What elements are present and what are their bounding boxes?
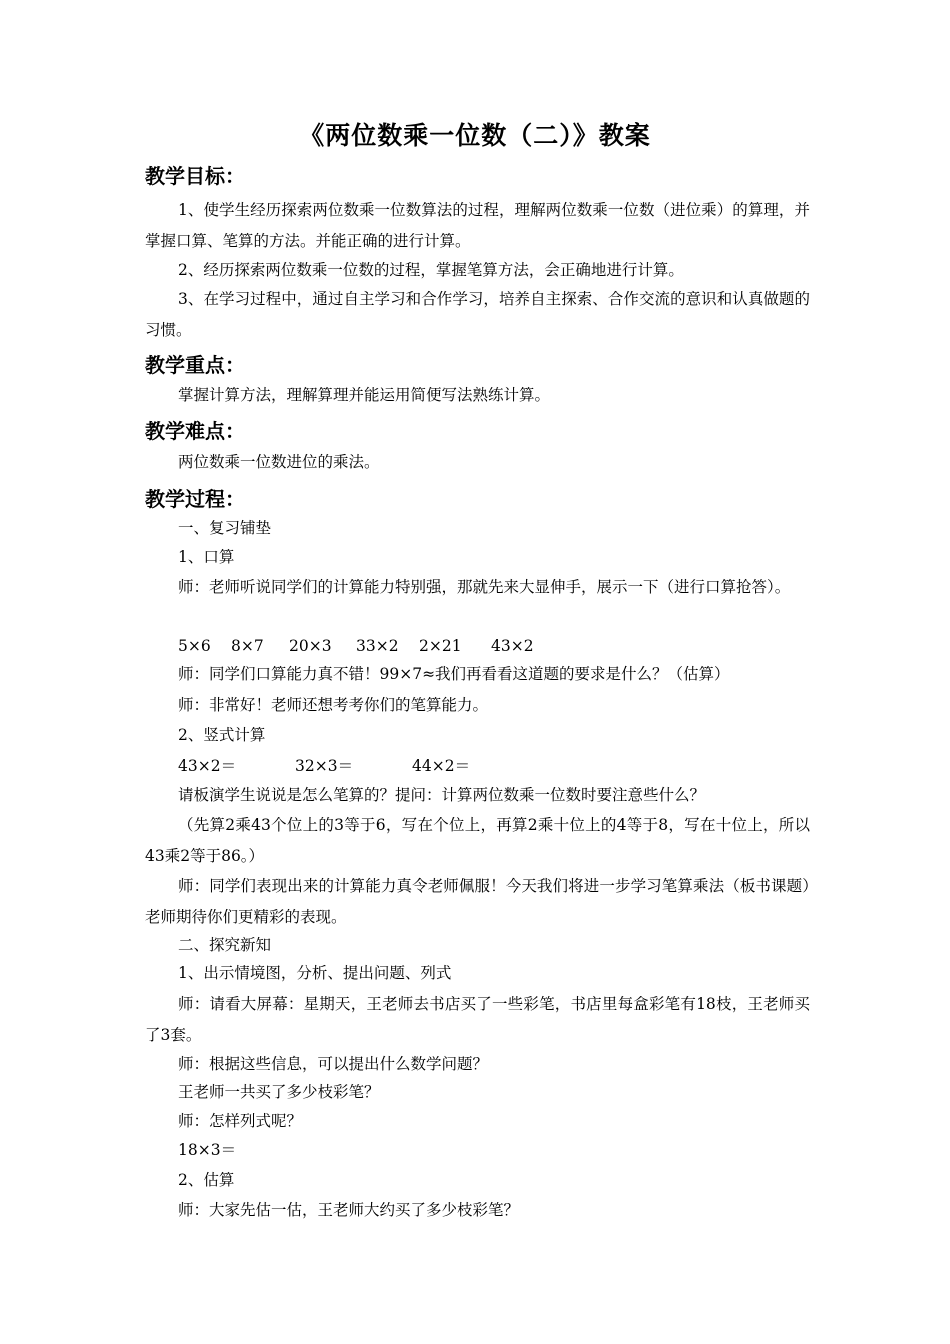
section-heading-difficulty: 教学难点： (145, 419, 245, 443)
vertical-item: 43×2＝ (178, 757, 237, 775)
document-title: 《两位数乘一位数（二）》教案 (299, 121, 651, 150)
section-heading-key: 教学重点： (145, 353, 245, 377)
goal-2: 2、经历探索两位数乘一位数的过程，掌握笔算方法，会正确地进行计算。 (178, 261, 684, 279)
vertical-title: 2、竖式计算 (178, 726, 266, 744)
estimate-question: 师：大家先估一估，王老师大约买了多少枝彩笔？ (178, 1201, 520, 1219)
key-point: 掌握计算方法，理解算理并能运用简便写法熟练计算。 (178, 386, 551, 404)
scene-question: 师：根据这些信息，可以提出什么数学问题？ (178, 1055, 489, 1073)
oral-item: 2×21 (419, 637, 462, 655)
oral-item: 43×2 (491, 637, 534, 655)
oral-item: 5×6 (178, 637, 211, 655)
oral-intro: 师：老师听说同学们的计算能力特别强，那就先来大显伸手，展示一下（进行口算抢答）。 (178, 578, 791, 596)
oral-item: 20×3 (289, 637, 332, 655)
scene-title: 1、出示情境图，分析、提出问题、列式 (178, 964, 452, 982)
oral-item: 8×7 (231, 637, 264, 655)
oral-next: 师：非常好！老师还想考考你们的笔算能力。 (178, 696, 489, 714)
vertical-items-row (178, 756, 470, 776)
vertical-answer: （先算2乘43个位上的3等于6，写在个位上，再算2乘十位上的4等于8，写在十位上，所以43乘2等于86。） (145, 816, 810, 865)
oral-title: 1、口算 (178, 548, 235, 566)
formula: 18×3＝ (178, 1141, 237, 1159)
goal-3: 3、在学习过程中，通过自主学习和合作学习，培养自主探索、合作交流的意识和认真做题的习惯。 (145, 290, 810, 339)
vertical-item: 32×3＝ (295, 757, 354, 775)
review-title: 一、复习铺垫 (178, 519, 272, 537)
oral-items-row (178, 636, 534, 656)
vertical-item: 44×2＝ (412, 757, 471, 775)
section-heading-goals: 教学目标： (145, 164, 245, 188)
section-heading-process: 教学过程： (145, 487, 245, 511)
vertical-ask: 请板演学生说说是怎么笔算的？提问：计算两位数乘一位数时要注意些什么？ (178, 786, 706, 804)
scene-answer: 王老师一共买了多少枝彩笔？ (178, 1083, 380, 1101)
goal-1: 1、使学生经历探索两位数乘一位数算法的过程，理解两位数乘一位数（进位乘）的算理，并掌握口算、笔算的方法。并能正确的进行计算。 (145, 201, 810, 250)
estimate-title: 2、估算 (178, 1171, 235, 1189)
oral-praise: 师：同学们口算能力真不错！99×7≈我们再看看这道题的要求是什么？（估算） (178, 665, 730, 683)
formula-question: 师：怎样列式呢？ (178, 1112, 303, 1130)
explore-title: 二、探究新知 (178, 936, 272, 954)
oral-item: 33×2 (356, 637, 399, 655)
review-end: 师：同学们表现出来的计算能力真令老师佩服！今天我们将进一步学习笔算乘法（板书课题）老师期待你们更精彩的表现。 (145, 877, 810, 926)
difficulty-point: 两位数乘一位数进位的乘法。 (178, 453, 380, 471)
scene-text: 师：请看大屏幕：星期天，王老师去书店买了一些彩笔，书店里每盒彩笔有18枝，王老师买了3套。 (145, 995, 810, 1044)
